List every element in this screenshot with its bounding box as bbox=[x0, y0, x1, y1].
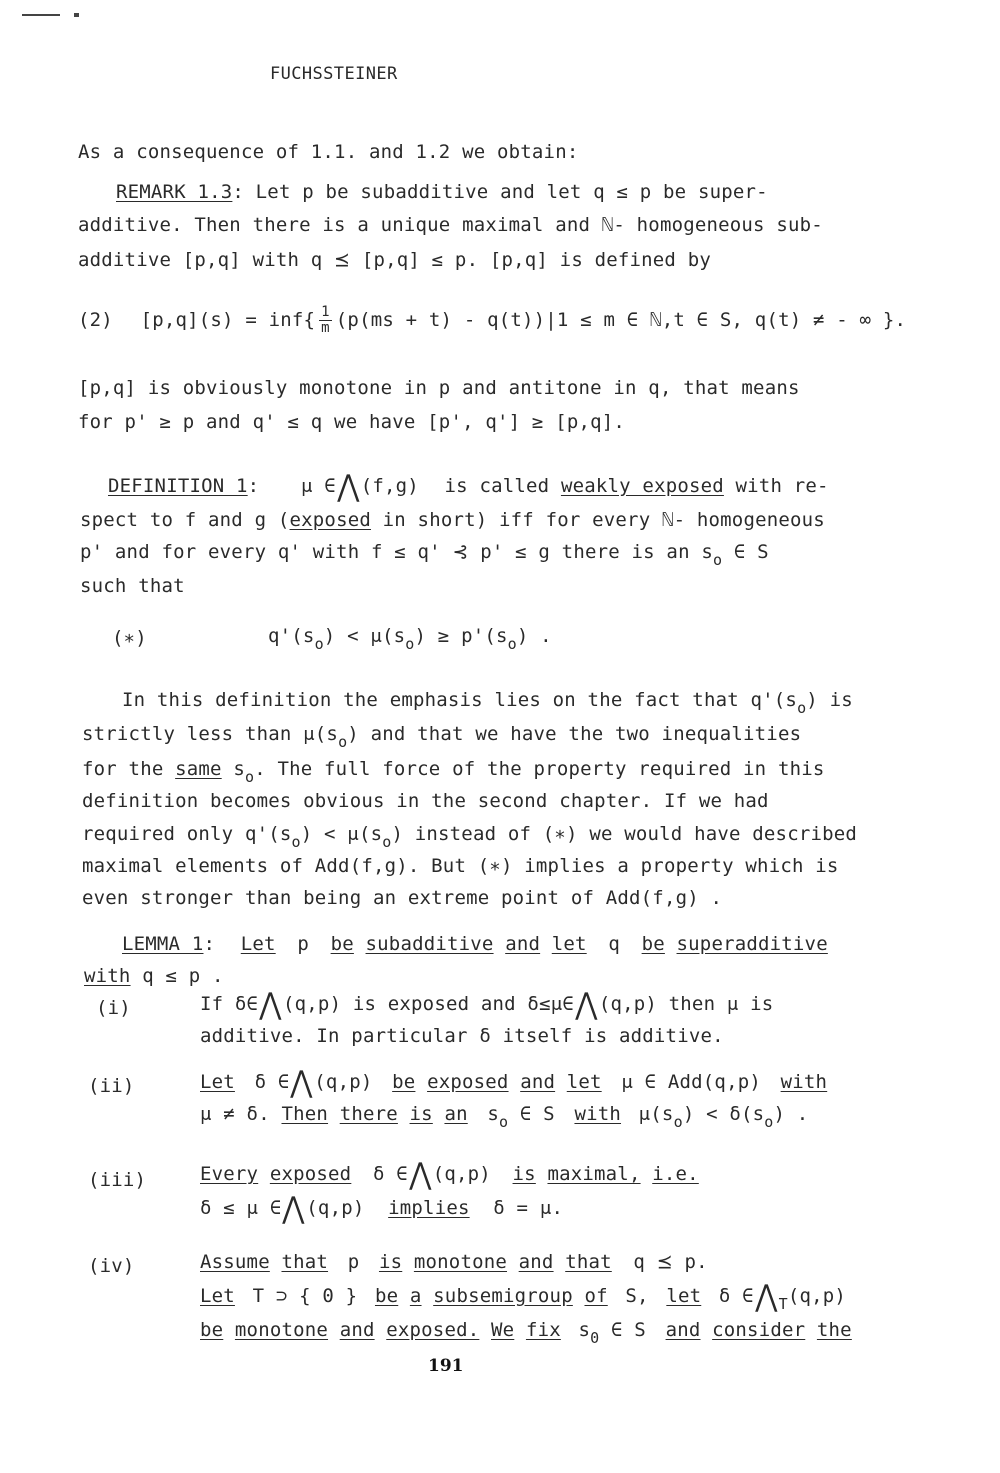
emphasis-line-2: strictly less than $\mu(s_o)$ and that we have the two inequalities bbox=[82, 723, 802, 751]
item-ii-line-2: μ ≠ δ. Then there is an $s_o$ ∈ S with $\mu(s_o) < \delta(s_o)$ . bbox=[200, 1103, 809, 1131]
lemma-line-1: LEMMA 1: Let p be subadditive and let q be superadditive bbox=[122, 933, 828, 955]
definition-line-2: spect to f and g (exposed in short) iff for every ℕ- homogeneous bbox=[80, 509, 825, 531]
intro-line: As a consequence of 1.1. and 1.2 we obtain: bbox=[78, 141, 579, 163]
monotone-line-1: [p,q] is obviously monotone in p and antitone in q, that means bbox=[78, 377, 800, 399]
term-exposed: exposed bbox=[289, 509, 371, 531]
emphasis-line-4: definition becomes obvious in the second chapter. If we had bbox=[82, 790, 769, 812]
item-iii-line-1: Every exposed δ ∈⋀(q,p) is maximal, i.e. bbox=[200, 1157, 699, 1192]
item-iv-line-1: Assume that p is monotone and that q ⪯ p. bbox=[200, 1251, 708, 1273]
scan-speck bbox=[22, 14, 60, 16]
term-weakly-exposed: weakly exposed bbox=[560, 475, 724, 497]
item-i-line-1: If δ∈⋀(q,p) is exposed and δ≤μ∈⋀(q,p) then μ is bbox=[200, 987, 774, 1022]
lemma-label: LEMMA 1 bbox=[122, 933, 204, 955]
definition-line-1: DEFINITION 1: μ ∈⋀(f,g) is called weakly exposed with re- bbox=[108, 469, 829, 504]
item-i-label: (i) bbox=[96, 997, 131, 1019]
page-number: 191 bbox=[428, 1356, 464, 1376]
definition-line-4: such that bbox=[80, 575, 185, 597]
remark-line-3: additive [p,q] with q ⪯ [p,q] ≤ p. [p,q] is defined by bbox=[78, 249, 711, 271]
fraction-1-over-m: $\frac{1}{m}$ bbox=[321, 304, 330, 336]
running-header: FUCHSSTEINER bbox=[270, 64, 398, 84]
remark-line-2: additive. Then there is a unique maximal and ℕ- homogeneous sub- bbox=[78, 214, 823, 236]
emphasis-line-1: In this definition the emphasis lies on the fact that $q'(s_o)$ is bbox=[122, 689, 853, 717]
scan-speck bbox=[74, 13, 79, 17]
wedge-symbol: ⋀ bbox=[337, 469, 360, 504]
item-iv-line-3: be monotone and exposed. We fix $s_0$ ∈ S and consider the bbox=[200, 1319, 852, 1347]
emphasis-line-5: required only $q'(s_o) < \mu(s_o)$ instead of (∗) we would have described bbox=[82, 823, 858, 851]
remark-line-1: REMARK 1.3: Let p be subadditive and let q ≤ p be super- bbox=[116, 181, 768, 203]
item-i-line-2: additive. In particular δ itself is additive. bbox=[200, 1025, 724, 1047]
item-iii-line-2: δ ≤ μ ∈⋀(q,p) implies δ = μ. bbox=[200, 1191, 564, 1226]
term-same: same bbox=[175, 758, 222, 780]
item-iv-line-2: Let T ⊃ { 0 } be a subsemigroup of S, let δ $\in⋀_T(q,p)$ bbox=[200, 1279, 847, 1314]
monotone-line-2: for p' ≥ p and q' ≤ q we have [p', q'] ≥ [p,q]. bbox=[78, 411, 626, 433]
equation-2: (2) [p,q](s) = inf{ $\frac{1}{m}$ (p(ms + t) - q(t))|1 ≤ m ∈ ℕ,t ∈ S, q(t) ≠ - ∞ }. bbox=[78, 304, 907, 336]
star-equation: $q'(s_o) < \mu(s_o) \ge p'(s_o)$ . bbox=[268, 625, 552, 653]
definition-line-3: p' and for every q' with f ≤ q' ⊰ p' ≤ g there is an $s_o$ ∈ S bbox=[80, 541, 769, 569]
item-ii-line-1: Let δ ∈⋀(q,p) be exposed and let μ ∈ Add(q,p) with bbox=[200, 1065, 828, 1100]
emphasis-line-3: for the same $s_o$. The full force of the property required in this bbox=[82, 758, 825, 786]
item-iii-label: (iii) bbox=[88, 1169, 147, 1191]
item-ii-label: (ii) bbox=[88, 1075, 135, 1097]
star-equation-label: (∗) bbox=[112, 627, 147, 649]
emphasis-line-7: even stronger than being an extreme point of Add(f,g) . bbox=[82, 887, 723, 909]
remark-label: REMARK 1.3 bbox=[116, 181, 233, 203]
item-iv-label: (iv) bbox=[88, 1255, 135, 1277]
emphasis-line-6: maximal elements of Add(f,g). But (∗) implies a property which is bbox=[82, 855, 839, 877]
definition-label: DEFINITION 1 bbox=[108, 475, 248, 497]
lemma-line-2: with q ≤ p . bbox=[84, 965, 224, 987]
